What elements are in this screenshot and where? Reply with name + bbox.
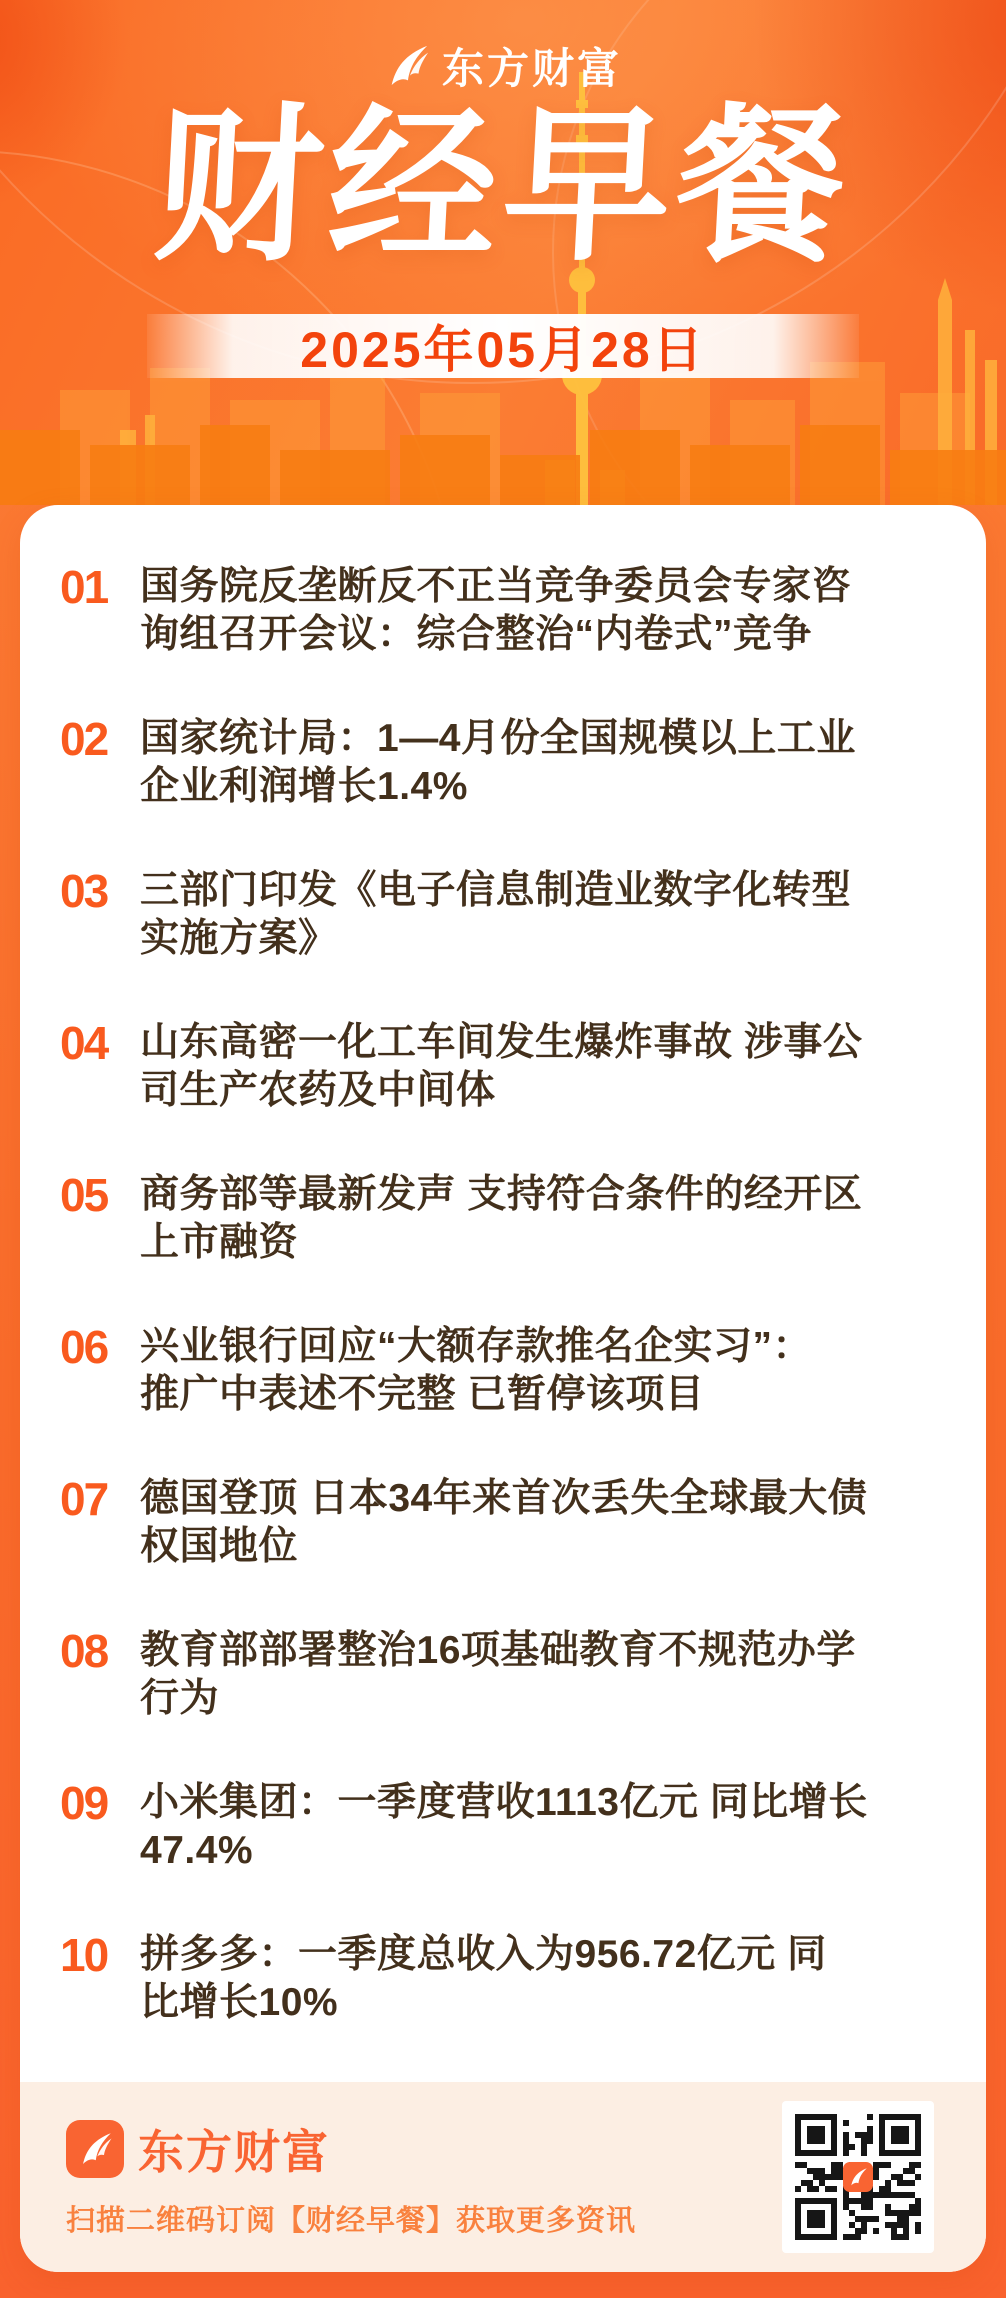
- news-line: 比增长10%: [140, 1981, 339, 2024]
- brand-row: [0, 36, 1006, 96]
- news-item-text: [140, 1475, 867, 1571]
- content-card: [20, 505, 986, 2272]
- news-item-text: [140, 563, 851, 659]
- news-line: 德国登顶 日本34年来首次丢失全球最大债: [140, 1477, 868, 1520]
- news-list: [20, 505, 986, 2082]
- news-item: [60, 1171, 952, 1267]
- news-item: [60, 1779, 952, 1875]
- news-item-text: [140, 867, 851, 963]
- page-title: 财经早餐: [150, 92, 856, 280]
- news-item-text: [140, 1779, 868, 1875]
- news-line: 小米集团：一季度营收1113亿元 同比增长: [140, 1781, 868, 1824]
- news-line: 拼多多：一季度总收入为956.72亿元 同: [140, 1933, 827, 1976]
- news-item-number: 03: [60, 865, 108, 917]
- news-line: 推广中表述不完整 已暂停该项目: [140, 1373, 705, 1416]
- news-item-number: 09: [60, 1777, 108, 1829]
- footer-brand-row: [66, 2116, 330, 2182]
- eastmoney-feather-icon: [384, 43, 430, 89]
- news-item-number: 02: [60, 713, 108, 765]
- brand-name: 东方财富: [441, 45, 622, 92]
- news-item-number: 10: [60, 1929, 108, 1981]
- news-item-number: 04: [60, 1017, 108, 1069]
- news-item: [60, 1019, 952, 1115]
- news-item-text: [140, 1323, 812, 1419]
- qr-code: [782, 2101, 934, 2253]
- news-item-number: 07: [60, 1473, 108, 1525]
- news-line: 行为: [140, 1677, 220, 1720]
- footer-caption: 扫描二维码订阅【财经早餐】获取更多资讯: [66, 2205, 637, 2237]
- news-item-text: [140, 1171, 862, 1267]
- footer-brand-name: 东方财富: [138, 2126, 330, 2178]
- date-banner: [147, 314, 859, 378]
- news-line: 商务部等最新发声 支持符合条件的经开区: [140, 1173, 863, 1216]
- qr-center-logo: [843, 2162, 873, 2192]
- news-line: 三部门印发《电子信息制造业数字化转型: [140, 869, 852, 912]
- news-line: 上市融资: [140, 1221, 299, 1264]
- news-item-number: 05: [60, 1169, 108, 1221]
- news-line: 47.4%: [140, 1829, 254, 1872]
- news-line: 权国地位: [140, 1525, 299, 1568]
- news-item: [60, 1931, 952, 2027]
- news-line: 实施方案》: [140, 917, 338, 960]
- news-line: 国家统计局：1—4月份全国规模以上工业: [140, 717, 856, 760]
- header: [0, 0, 1006, 505]
- news-line: 兴业银行回应“大额存款推名企实习”：: [140, 1325, 813, 1368]
- eastmoney-logo-badge: [66, 2120, 124, 2178]
- news-line: 司生产农药及中间体: [140, 1069, 496, 1112]
- news-item: [60, 1627, 952, 1723]
- news-item: [60, 1323, 952, 1419]
- news-item: [60, 563, 952, 659]
- news-line: 山东高密一化工车间发生爆炸事故 涉事公: [140, 1021, 863, 1064]
- news-line: 询组召开会议：综合整治“内卷式”竞争: [140, 613, 813, 656]
- news-item-text: [140, 1931, 827, 2027]
- date-text: 2025年05月28日: [300, 322, 706, 378]
- news-item-number: 06: [60, 1321, 108, 1373]
- news-item-text: [140, 1627, 856, 1723]
- eastmoney-feather-icon: [848, 2167, 868, 2187]
- news-item-text: [140, 1019, 862, 1115]
- news-item: [60, 867, 952, 963]
- footer: [20, 2082, 986, 2272]
- news-line: 国务院反垄断反不正当竞争委员会专家咨: [140, 565, 852, 608]
- news-item-number: 01: [60, 561, 108, 613]
- news-item-text: [140, 715, 856, 811]
- news-item: [60, 1475, 952, 1571]
- news-line: 教育部部署整治16项基础教育不规范办学: [140, 1629, 856, 1672]
- eastmoney-feather-icon: [77, 2131, 113, 2167]
- news-line: 企业利润增长1.4%: [140, 765, 468, 808]
- news-item-number: 08: [60, 1625, 108, 1677]
- news-item: [60, 715, 952, 811]
